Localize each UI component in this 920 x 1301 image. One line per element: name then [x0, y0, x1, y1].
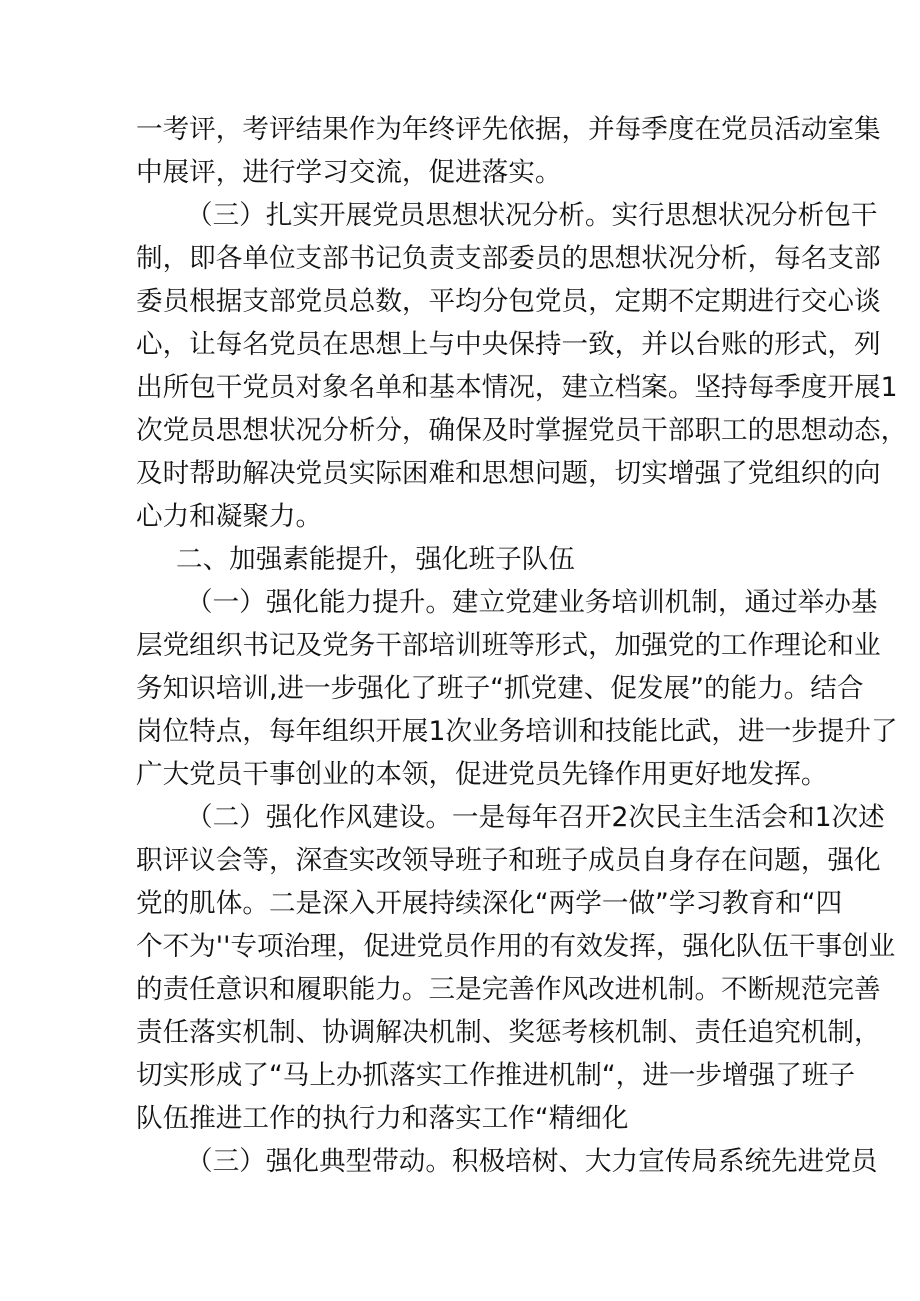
- text-line-24: 队伍推进工作的执行力和落实工作“精细化: [136, 1103, 629, 1134]
- text-line-4: 制，即各单位支部书记负责支部委员的思想状况分析，每名支部: [136, 243, 881, 274]
- text-line-16: 广大党员干事创业的本领，促进党员先锋作用更好地发挥。: [136, 759, 828, 790]
- paragraph-heading-2-3: （三）强化典型带动。积极培树、大力宣传局系统先进党员: [186, 1146, 878, 1177]
- text-line-10: 心力和凝聚力。: [136, 501, 323, 532]
- text-line-22: 责任落实机制、协调解决机制、奖惩考核机制、责任追究机制，: [136, 1017, 881, 1048]
- paragraph-heading-2-1: （一）强化能力提升。建立党建业务培训机制，通过举办基: [186, 587, 878, 618]
- text-line-15: 岗位特点，每年组织开展1次业务培训和技能比武，进一步提升了: [136, 716, 898, 747]
- paragraph-heading-3-1: （三）扎实开展党员思想状况分析。实行思想状况分析包干: [186, 200, 878, 231]
- text-line-8: 次党员思想状况分析分，确保及时掌握党员干部职工的思想动态，: [136, 415, 908, 446]
- text-line-21: 的责任意识和履职能力。三是完善作风改进机制。不断规范完善: [136, 974, 881, 1005]
- text-line-14: 务知识培训,进一步强化了班子“抓党建、促发展”的能力。结合: [136, 673, 864, 704]
- text-line-2: 中展评，进行学习交流，促进落实。: [136, 157, 562, 188]
- text-line-9: 及时帮助解决党员实际困难和思想问题，切实增强了党组织的向: [136, 458, 881, 489]
- text-line-5: 委员根据支部党员总数，平均分包党员，定期不定期进行交心谈: [136, 286, 881, 317]
- text-line-6: 心，让每名党员在思想上与中央保持一致，并以台账的形式，列: [136, 329, 881, 360]
- text-line-13: 层党组织书记及党务干部培训班等形式，加强党的工作理论和业: [136, 630, 881, 661]
- text-line-19: 党的肌体。二是深入开展持续深化“两学一做”学习教育和“四: [136, 888, 843, 919]
- section-heading-2: 二、加强素能提升，强化班子队伍: [176, 544, 575, 575]
- text-line-7: 出所包干党员对象名单和基本情况，建立档案。坚持每季度开展1: [136, 372, 898, 403]
- paragraph-heading-2-2: （二）强化作风建设。一是每年召开2次民主生活会和1次述: [186, 802, 885, 833]
- text-line-18: 职评议会等，深查实改领导班子和班子成员自身存在问题，强化: [136, 845, 881, 876]
- text-line-23: 切实形成了“马上办抓落实工作推进机制“，进一步增强了班子: [136, 1060, 855, 1091]
- text-line-20: 个不为''专项治理，促进党员作用的有效发挥，强化队伍干事创业: [136, 931, 896, 962]
- text-line-1: 一考评，考评结果作为年终评先依据，并每季度在党员活动室集: [136, 114, 881, 145]
